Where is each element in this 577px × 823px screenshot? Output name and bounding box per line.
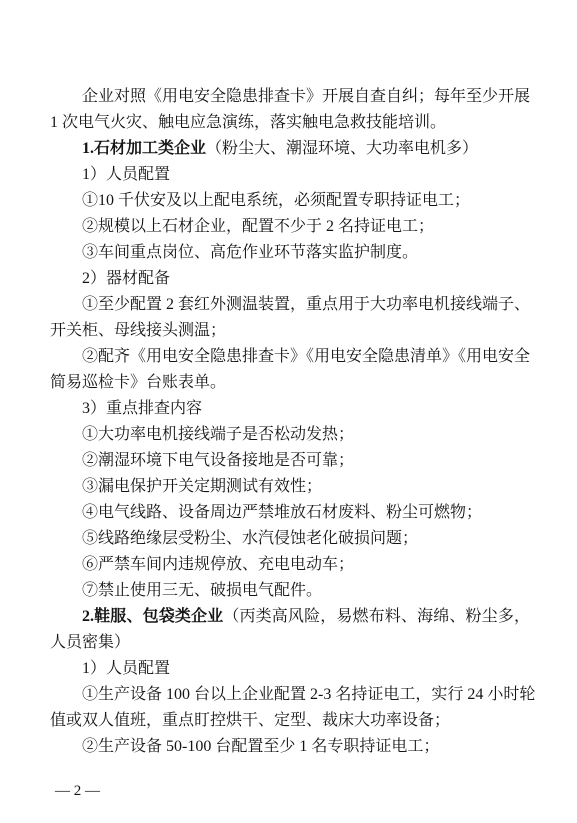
document-body (50, 84, 536, 760)
list-item: ②生产设备 50-100 台配置至少 1 名专职持证电工； (82, 738, 440, 755)
paragraph-line: 企业对照《用电安全隐患排查卡》开展自查自纠；每年至少开展 (82, 88, 531, 105)
list-item: ①10 千伏安及以上配电系统，必须配置专职持证电工； (82, 192, 471, 209)
list-item-line: ②配齐《用电安全隐患排查卡》《用电安全隐患清单》《用电安全 (82, 348, 531, 365)
subsection-title: 3）重点排查内容 (82, 400, 203, 417)
intro-paragraph (50, 84, 530, 136)
section-heading (50, 604, 530, 656)
list-item: ⑥严禁车间内违规停放、充电电动车； (82, 556, 355, 573)
subsection-inspection-points (50, 396, 530, 604)
subsection-title: 1）人员配置 (82, 660, 171, 677)
list-item: ②潮湿环境下电气设备接地是否可靠； (82, 452, 355, 469)
list-item: ③漏电保护开关定期测试有效性； (82, 478, 323, 495)
list-item: ②规模以上石材企业，配置不少于 2 名持证电工； (82, 218, 435, 235)
list-item (50, 682, 536, 734)
subsection-equipment (50, 266, 530, 396)
subsection-staffing (50, 656, 536, 760)
section-heading-note: （粉尘大、潮湿环境、大功率电机多） (206, 140, 479, 157)
list-item: ④电气线路、设备周边严禁堆放石材废料、粉尘可燃物； (82, 504, 483, 521)
list-item: ⑤线路绝缘层受粉尘、水汽侵蚀老化破损问题； (82, 530, 419, 547)
paragraph-line: 1 次电气火灾、触电应急演练，落实触电急救技能培训。 (50, 114, 447, 131)
list-item-line: ①生产设备 100 台以上企业配置 2-3 名持证电工，实行 24 小时轮 (82, 686, 536, 703)
list-item (50, 292, 530, 344)
list-item-line: 简易巡检卡》台账表单。 (50, 374, 227, 391)
section-heading-title: 2.鞋服、包袋类企业 (82, 608, 224, 625)
subsection-title: 2）器材配备 (82, 270, 171, 287)
list-item: ③车间重点岗位、高危作业环节落实监护制度。 (82, 244, 419, 261)
list-item (50, 344, 530, 396)
list-item-line: ①至少配置 2 套红外测温装置，重点用于大功率电机接线端子、 (82, 296, 531, 313)
section-heading-note: （丙类高风险，易燃布料、海绵、粉尘多， (223, 608, 530, 625)
subsection-title: 1）人员配置 (82, 166, 171, 183)
list-item-line: 开关柜、母线接头测温； (50, 322, 227, 339)
page-number: — 2 — (55, 783, 100, 799)
section-heading-title: 1.石材加工类企业 (82, 140, 207, 157)
section-heading-line (50, 604, 530, 630)
section-shoes-bags (50, 604, 536, 760)
section-heading-line: 人员密集） (50, 634, 131, 651)
list-item: ①大功率电机接线端子是否松动发热； (82, 426, 355, 443)
list-item-line: 值或双人值班，重点盯控烘干、定型、裁床大功率设备； (50, 712, 451, 729)
section-stone-processing (50, 136, 530, 604)
list-item: ⑦禁止使用三无、破损电气配件。 (82, 582, 323, 599)
section-heading (50, 136, 530, 162)
subsection-staffing (50, 162, 530, 266)
